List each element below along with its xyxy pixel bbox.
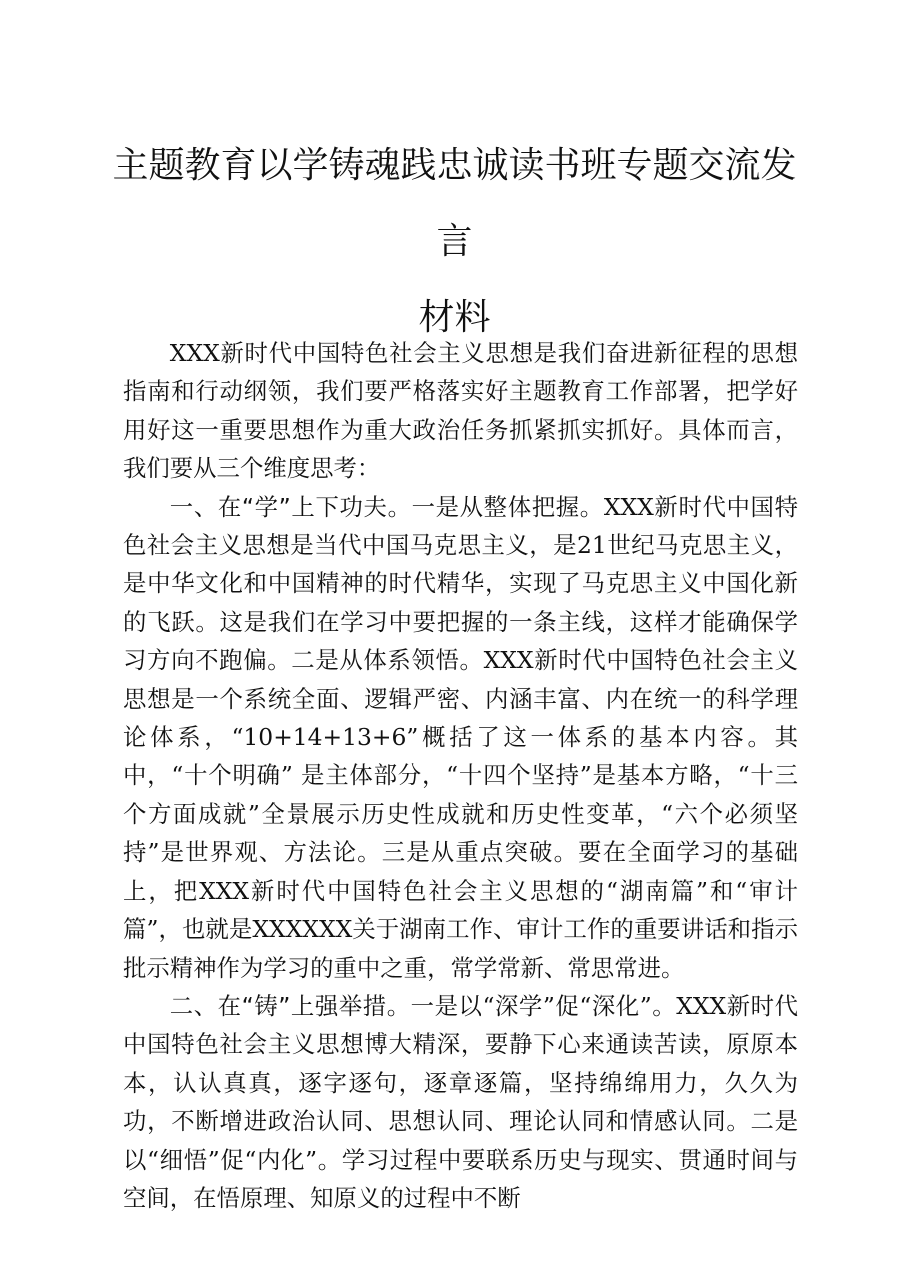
section-2-heading: 二、在“铸”上强举措 xyxy=(169,991,387,1020)
title-line-2: 材料 xyxy=(418,297,491,338)
section-1-text: 。一是从整体把握。XXX新时代中国特色社会主义思想是当代中国马克思主义，是21世纪马克思主义，是中华文化和中国精神的时代精华，实现了马克思主义中国化新的飞跃。这是我们在学习中要把握的一条主线，这样才能确保学习方向不跑偏。二是从体系领悟。XXX新时代中国特色社会主义思想是一个系统全面、逻辑严密、内涵丰富、内在统一的科学理论体系，“10+14+13+6”概括了这一体系的基本内容。其中，“十个明确” 是主体部分，“十四个坚持”是基本方略，“十三个方面成就”全景展示历史性成就和历史性变革，“六个必须坚持”是世界观、方法论。三是从重点突破。要在全面学习的基础上，把XXX新时代中国特色社会主义思想的“湖南篇”和“审计篇”，也就是XXXXXX关于湖南工作、审计工作的重要讲话和指示批示精神作为学习的重中之重，常学常新、常思常进。 xyxy=(123,492,798,982)
document-body xyxy=(123,334,798,1217)
paragraph-section-1 xyxy=(123,488,798,987)
paragraph-intro xyxy=(123,334,798,488)
section-2-text: 。一是以“深学”促“深化”。XXX新时代中国特色社会主义思想博大精深，要静下心来通读苦读，原原本本，认认真真，逐字逐句，逐章逐篇，坚持绵绵用力，久久为功，不断增进政治认同、思想认同、理论认同和情感认同。二是以“细悟”促“内化”。学习过程中要联系历史与现实、贯通时间与空间，在悟原理、知原义的过程中不断 xyxy=(123,991,798,1212)
title-line-1: 主题教育以学铸魂践忠诚读书班专题交流发言 xyxy=(112,145,797,262)
document-title xyxy=(100,128,809,356)
paragraph-section-2 xyxy=(123,987,798,1217)
section-1-heading: 一、在“学”上下功夫 xyxy=(169,492,388,521)
paragraph-intro-text: XXX新时代中国特色社会主义思想是我们奋进新征程的思想指南和行动纲领，我们要严格落实好主题教育工作部署，把学好用好这一重要思想作为重大政治任务抓紧抓实抓好。具体而言，我们要从三个维度思考： xyxy=(123,339,798,483)
